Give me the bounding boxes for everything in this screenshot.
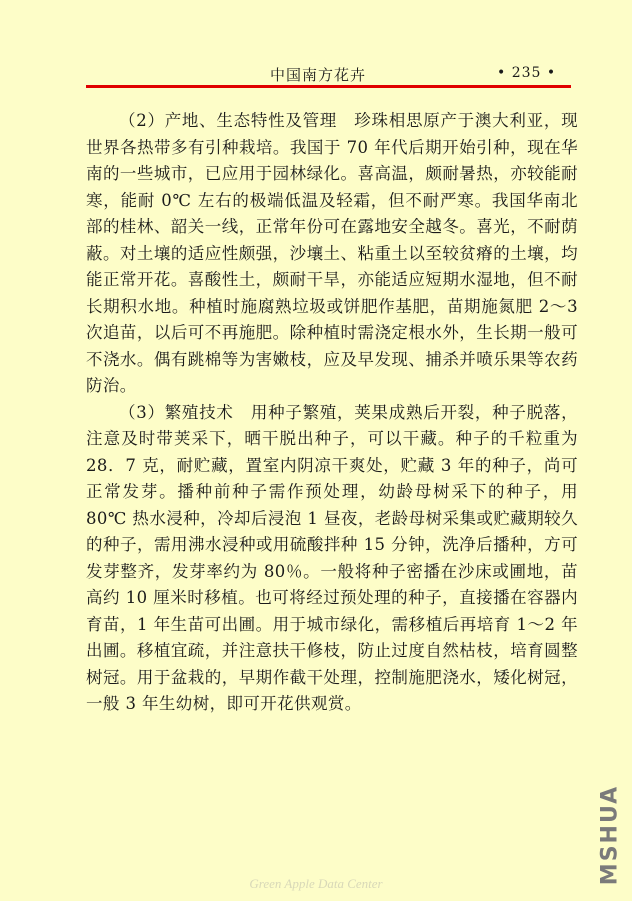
paragraph-origin-ecology-management: （2）产地、生态特性及管理 珍珠相思原产于澳大利亚，现世界各热带多有引种栽培。我国于 70 年代后期开始引种，现在华南的一些城市，已应用于园林绿化。喜高温，颇耐暑热，亦较能耐寒，能耐 0℃ 左右的极端低温及轻霜，但不耐严寒。我国华南北部的桂林、韶关一线，正常年份可在露地安全越冬。喜光，不耐荫蔽。对土壤的适应性颇强，沙壤土、粘重土以至较贫瘠的土壤，均能正常开花。喜酸性土，颇耐干旱，亦能适应短期水湿地，但不耐长期积水地。种植时施腐熟垃圾或饼肥作基肥，苗期施氮肥 2～3 次追苗，以后可不再施肥。除种植时需浇定根水外，生长期一般可不浇水。偶有跳棉等为害嫩枝，应及早发现、捕杀并喷乐果等农药防治。 xyxy=(86,111,578,395)
running-title: 中国南方花卉 xyxy=(270,66,367,84)
header-rule xyxy=(86,85,571,88)
page-header xyxy=(0,0,632,90)
side-watermark-text: MSHUA xyxy=(597,784,623,886)
footer-watermark: Green Apple Data Center xyxy=(249,876,383,891)
page-number: • 235 • xyxy=(497,65,557,81)
body-text xyxy=(86,108,578,718)
side-watermark xyxy=(592,780,628,890)
paragraph-propagation-technique: （3）繁殖技术 用种子繁殖，荚果成熟后开裂，种子脱落，注意及时带荚采下，晒干脱出种子，可以干藏。种子的千粒重为 28．7 克，耐贮藏，置室内阴凉干爽处，贮藏 3 年的种子，尚可正常发芽。播种前种子需作预处理，幼龄母树采下的种子，用 80℃ 热水浸种，冷却后浸泡 1 昼夜，老龄母树采集或贮藏期较久的种子，需用沸水浸种或用硫酸拌种 15 分钟，洗净后播种，方可发芽整齐，发芽率约为 80％。一般将种子密播在沙床或圃地，苗高约 10 厘米时移植。也可将经过预处理的种子，直接播在容器内育苗，1 年生苗可出圃。用于城市绿化，需移植后再培育 1～2 年出圃。移植宜疏，并注意扶干修枝，防止过度自然枯枝，培育圆整树冠。用于盆栽的，早期作截干处理，控制施肥浇水，矮化树冠，一般 3 年生幼树，即可开花供观赏。 xyxy=(86,402,578,713)
